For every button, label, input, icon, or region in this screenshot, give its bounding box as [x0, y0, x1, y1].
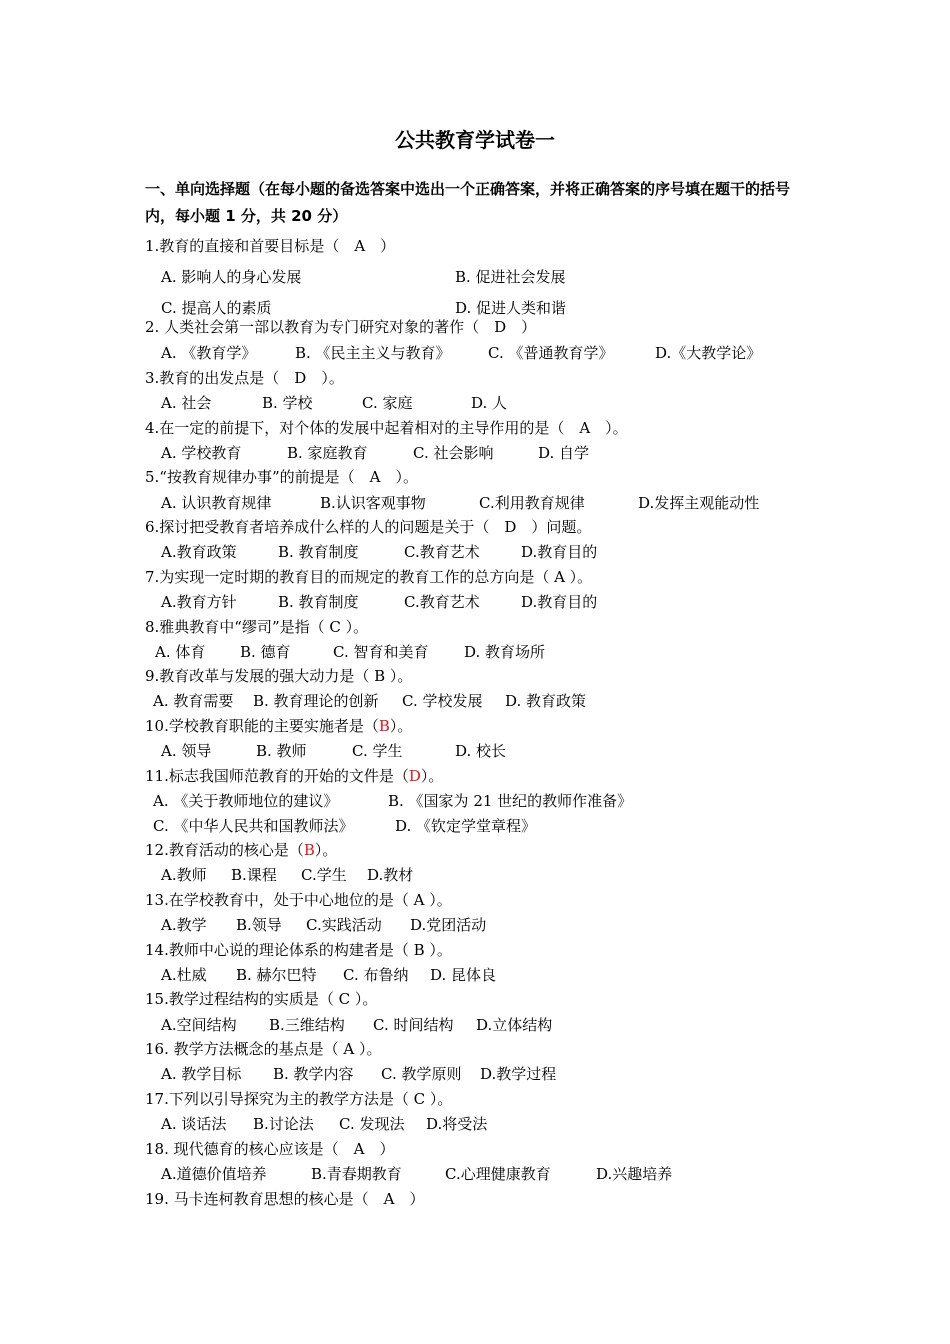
question-option: A. 《教育学》 — [161, 344, 257, 362]
question-option: A.杜威 — [161, 966, 207, 984]
question-option: A.教师 — [161, 866, 207, 884]
question-stem — [145, 766, 443, 786]
question-option: B. 教育制度 — [278, 543, 359, 561]
question-stem: 3.教育的出发点是（ D ）。 — [145, 369, 344, 387]
question-option: B. 促进社会发展 — [455, 268, 566, 286]
answer-mark: B — [303, 841, 315, 859]
question-option: A. 社会 — [161, 394, 212, 412]
question-option: A. 教育需要 — [153, 692, 234, 710]
question-option: C.心理健康教育 — [445, 1165, 551, 1183]
question-stem: 8.雅典教育中“缪司”是指（ C ）。 — [145, 618, 369, 636]
question-option: D. 人 — [471, 394, 508, 412]
question-option: A. 《关于教师地位的建议》 — [153, 792, 339, 810]
question-stem: 1.教育的直接和首要目标是（ A ） — [145, 237, 396, 255]
question-option: C.利用教育规律 — [479, 494, 585, 512]
question-option: C. 家庭 — [362, 394, 413, 412]
question-option: B. 《民主主义与教育》 — [295, 344, 451, 362]
question-stem: 4.在一定的前提下，对个体的发展中起着相对的主导作用的是（ A ）。 — [145, 419, 628, 437]
question-option: D.党团活动 — [410, 916, 487, 934]
question-stem: 17.下列以引导探究为主的教学方法是（ C ）。 — [145, 1090, 453, 1108]
question-stem: 9.教育改革与发展的强大动力是（ B ）。 — [145, 667, 413, 685]
question-option: C. 学生 — [352, 742, 403, 760]
question-option: C.实践活动 — [306, 916, 382, 934]
question-option: B.三维结构 — [269, 1016, 345, 1034]
question-option: D. 教育政策 — [505, 692, 587, 710]
question-stem: 2. 人类社会第一部以教育为专门研究对象的著作（ D ） — [145, 318, 537, 336]
section-heading: 一、单向选择题（在每小题的备选答案中选出一个正确答案，并将正确答案的序号填在题干的括号内，每小题 1 分，共 20 分） — [145, 180, 791, 225]
question-option: A.教育方针 — [161, 593, 237, 611]
question-stem — [145, 716, 412, 736]
question-option: A.空间结构 — [161, 1016, 237, 1034]
question-option: B. 学校 — [262, 394, 313, 412]
question-option: A. 认识教育规律 — [161, 494, 272, 512]
question-option: B.认识客观事物 — [320, 494, 426, 512]
question-option: A. 学校教育 — [161, 444, 242, 462]
question-option: D.发挥主观能动性 — [638, 494, 760, 512]
question-option: A. 影响人的身心发展 — [161, 268, 302, 286]
question-option: D. 校长 — [455, 742, 507, 760]
question-option: D. 教育场所 — [464, 643, 546, 661]
question-stem: 6.探讨把受教育者培养成什么样的人的问题是关于（ D ）问题。 — [145, 518, 592, 536]
question-option: C. 智育和美育 — [333, 643, 429, 661]
question-option: D.将受法 — [426, 1115, 488, 1133]
question-option: B.课程 — [231, 866, 277, 884]
question-stem-text: ）。 — [314, 841, 338, 859]
page-title: 公共教育学试卷一 — [395, 128, 555, 152]
question-stem-text: 11.标志我国师范教育的开始的文件是（ — [145, 767, 409, 785]
question-option: D. 昆体良 — [430, 966, 497, 984]
question-option: C.学生 — [301, 866, 347, 884]
question-option: A. 教学目标 — [161, 1065, 242, 1083]
question-option: B.青春期教育 — [311, 1165, 402, 1183]
question-option: B. 教师 — [256, 742, 307, 760]
question-stem — [145, 840, 337, 860]
question-option: A. 体育 — [155, 643, 206, 661]
question-stem: 18. 现代德育的核心应该是（ A ） — [145, 1140, 395, 1158]
question-option: A.道德价值培养 — [161, 1165, 267, 1183]
answer-mark: D — [408, 767, 421, 785]
question-option: D.《大教学论》 — [655, 344, 762, 362]
question-option: B. 教育制度 — [278, 593, 359, 611]
question-option: B. 赫尔巴特 — [236, 966, 317, 984]
question-option: D.教学过程 — [480, 1065, 557, 1083]
question-stem: 19. 马卡连柯教育思想的核心是（ A ） — [145, 1190, 425, 1208]
question-option: D. 《钦定学堂章程》 — [395, 817, 537, 835]
question-stem: 5.“按教育规律办事”的前提是（ A ）。 — [145, 468, 418, 486]
question-stem: 14.教师中心说的理论体系的构建者是（ B ）。 — [145, 941, 452, 959]
question-option: A.教育政策 — [161, 543, 237, 561]
question-option: C. 《中华人民共和国教师法》 — [153, 817, 354, 835]
answer-mark: B — [378, 717, 390, 735]
question-option: A. 领导 — [161, 742, 212, 760]
question-option: D.立体结构 — [476, 1016, 553, 1034]
question-option: D.教育目的 — [521, 593, 598, 611]
question-option: D. 促进人类和谐 — [455, 299, 567, 317]
question-option: D.兴趣培养 — [596, 1165, 673, 1183]
question-option: C. 发现法 — [339, 1115, 405, 1133]
question-stem-text: ）。 — [389, 717, 413, 735]
question-stem: 7.为实现一定时期的教育目的而规定的教育工作的总方向是（ A ）。 — [145, 568, 593, 586]
question-stem-text: ）。 — [420, 767, 444, 785]
question-option: C.教育艺术 — [404, 543, 480, 561]
question-option: C. 《普通教育学》 — [488, 344, 614, 362]
question-option: D. 自学 — [538, 444, 590, 462]
question-stem-text: 12.教育活动的核心是（ — [145, 841, 304, 859]
question-option: C. 学校发展 — [402, 692, 483, 710]
question-option: C. 社会影响 — [413, 444, 494, 462]
question-stem-text: 10.学校教育职能的主要实施者是（ — [145, 717, 379, 735]
question-option: C. 时间结构 — [373, 1016, 454, 1034]
question-stem: 13.在学校教育中，处于中心地位的是（ A ）。 — [145, 891, 452, 909]
question-option: A.教学 — [161, 916, 207, 934]
question-option: C. 教学原则 — [381, 1065, 462, 1083]
question-option: C. 提高人的素质 — [161, 299, 272, 317]
question-option: C. 布鲁纳 — [343, 966, 409, 984]
question-option: D.教育目的 — [521, 543, 598, 561]
question-option: B. 家庭教育 — [287, 444, 368, 462]
question-option: B. 教育理论的创新 — [253, 692, 379, 710]
question-option: C.教育艺术 — [404, 593, 480, 611]
question-option: D.教材 — [367, 866, 414, 884]
question-option: B. 《国家为 21 世纪的教师作准备》 — [388, 792, 633, 810]
question-option: B.讨论法 — [253, 1115, 314, 1133]
question-option: B.领导 — [236, 916, 282, 934]
question-option: A. 谈话法 — [161, 1115, 227, 1133]
question-option: B. 教学内容 — [273, 1065, 354, 1083]
question-option: B. 德育 — [240, 643, 291, 661]
question-stem: 16. 教学方法概念的基点是（ A ）。 — [145, 1040, 382, 1058]
question-stem: 15.教学过程结构的实质是（ C ）。 — [145, 990, 378, 1008]
